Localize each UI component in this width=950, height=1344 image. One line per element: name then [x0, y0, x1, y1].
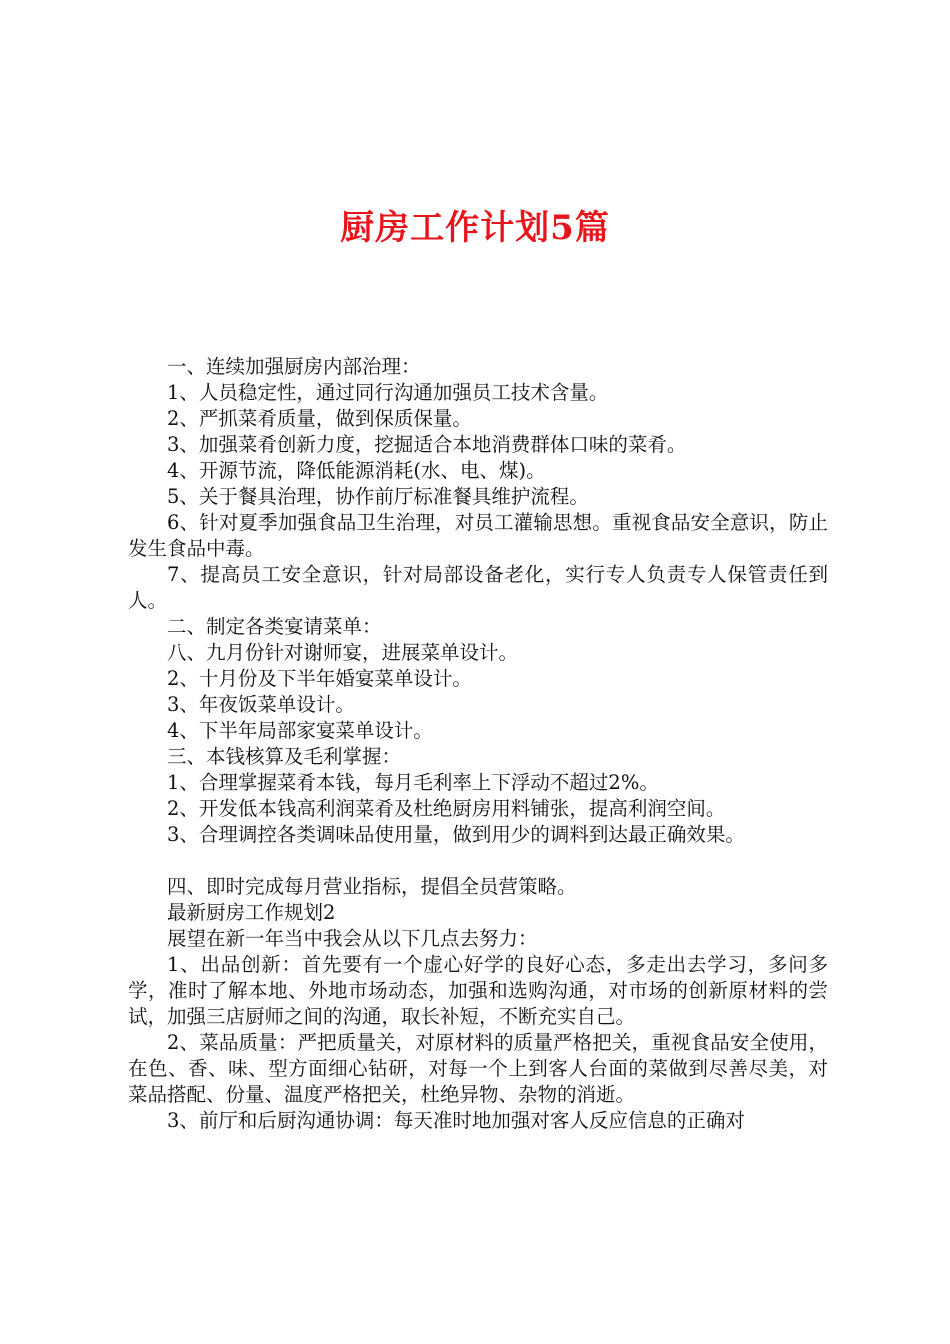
document-body [128, 354, 828, 1134]
list-item: 3、年夜饭菜单设计。 [167, 693, 355, 716]
section-heading-4: 四、即时完成每月营业指标，提倡全员营策略。 [167, 875, 577, 898]
subtitle: 最新厨房工作规划2 [167, 901, 336, 924]
list-item: 6、针对夏季加强食品卫生治理，对员工灌输思想。重视食品安全意识，防止发生食品中毒。 [128, 511, 828, 560]
intro-line: 展望在新一年当中我会从以下几点去努力： [167, 927, 538, 950]
list-item: 3、前厅和后厨沟通协调：每天准时地加强对客人反应信息的正确对 [167, 1109, 745, 1132]
list-item: 4、开源节流，降低能源消耗(水、电、煤)。 [167, 459, 546, 482]
section-heading-3: 三、本钱核算及毛利掌握： [167, 745, 402, 768]
list-item: 2、十月份及下半年婚宴菜单设计。 [167, 667, 472, 690]
section-heading-2: 二、制定各类宴请菜单： [167, 615, 382, 638]
list-item: 1、合理掌握菜肴本钱，每月毛利率上下浮动不超过2%。 [167, 771, 659, 794]
list-item: 1、人员稳定性，通过同行沟通加强员工技术含量。 [167, 381, 609, 404]
list-item: 3、合理调控各类调味品使用量，做到用少的调料到达最正确效果。 [167, 823, 745, 846]
list-item: 3、加强菜肴创新力度，挖掘适合本地消费群体口味的菜肴。 [167, 433, 687, 456]
list-item: 4、下半年局部家宴菜单设计。 [167, 719, 433, 742]
document-title: 厨房工作计划5篇 [340, 208, 610, 248]
list-item: 2、严抓菜肴质量，做到保质保量。 [167, 407, 472, 430]
list-item: 2、开发低本钱高利润菜肴及杜绝厨房用料铺张，提高利润空间。 [167, 797, 726, 820]
list-item: 1、出品创新：首先要有一个虚心好学的良好心态，多走出去学习，多问多学，准时了解本地、外地市场动态，加强和选购沟通，对市场的创新原材料的尝试，加强三店厨师之间的沟通，取长补短，不断充实自己。 [128, 953, 828, 1028]
section-heading-1: 一、连续加强厨房内部治理： [167, 355, 421, 378]
list-item: 7、提高员工安全意识，针对局部设备老化，实行专人负责专人保管责任到人。 [128, 563, 828, 612]
list-item: 2、菜品质量：严把质量关，对原材料的质量严格把关，重视食品安全使用，在色、香、味、型方面细心钻研，对每一个上到客人台面的菜做到尽善尽美，对菜品搭配、份量、温度严格把关，杜绝异物、杂物的消逝。 [128, 1031, 828, 1106]
blank-line [128, 848, 828, 874]
list-item: 5、关于餐具治理，协作前厅标准餐具维护流程。 [167, 485, 589, 508]
list-item: 八、九月份针对谢师宴，进展菜单设计。 [167, 641, 519, 664]
